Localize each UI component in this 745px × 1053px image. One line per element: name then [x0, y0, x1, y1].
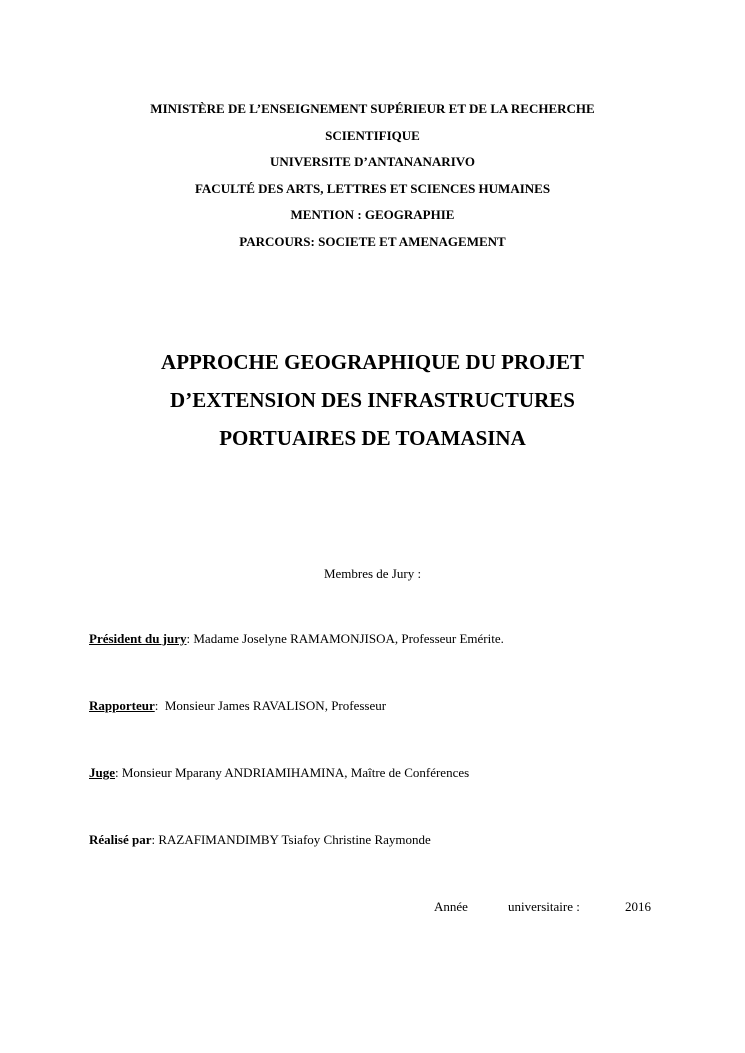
juge-role-label: Juge — [89, 765, 115, 780]
header-ministry-line: MINISTÈRE DE L’ENSEIGNEMENT SUPÉRIEUR ET DE LA RECHERCHE — [150, 101, 595, 116]
jury-heading: Membres de Jury : — [323, 566, 422, 581]
realise-name: : RAZAFIMANDIMBY Tsiafoy Christine Raymonde — [151, 832, 431, 847]
title-line-2: D’EXTENSION DES INFRASTRUCTURES — [170, 388, 575, 412]
jury-rapporteur — [89, 697, 669, 715]
year-word-annee: Année — [434, 899, 468, 914]
jury-juge — [89, 764, 669, 782]
header-faculty: FACULTÉ DES ARTS, LETTRES ET SCIENCES HUMAINES — [194, 180, 551, 196]
realise-role-label: Réalisé par — [89, 832, 152, 847]
header-ministry-line-cont: SCIENTIFIQUE — [325, 127, 420, 143]
institution-header — [90, 96, 655, 255]
title-line-1: APPROCHE GEOGRAPHIQUE DU PROJET — [161, 350, 584, 374]
jury-realise-par — [89, 831, 669, 849]
document-title — [90, 343, 655, 457]
header-mention: MENTION : GEOGRAPHIE — [290, 207, 455, 222]
year-word-universitaire: universitaire : — [508, 899, 580, 914]
rapporteur-role-label: Rapporteur — [89, 698, 155, 713]
title-line-3: PORTUAIRES DE TOAMASINA — [219, 426, 526, 450]
president-role-label: Président du jury — [89, 631, 187, 646]
juge-name: : Monsieur Mparany ANDRIAMIHAMINA, Maître de Conférences — [115, 765, 470, 780]
year-value: 2016 — [625, 899, 651, 914]
president-name: : Madame Joselyne RAMAMONJISOA, Professeur Emérite. — [186, 631, 504, 646]
jury-president — [89, 630, 669, 648]
rapporteur-name: : Monsieur James RAVALISON, Professeur — [154, 698, 387, 713]
header-university: UNIVERSITE D’ANTANANARIVO — [270, 154, 475, 169]
header-parcours: PARCOURS: SOCIETE ET AMENAGEMENT — [239, 233, 506, 249]
